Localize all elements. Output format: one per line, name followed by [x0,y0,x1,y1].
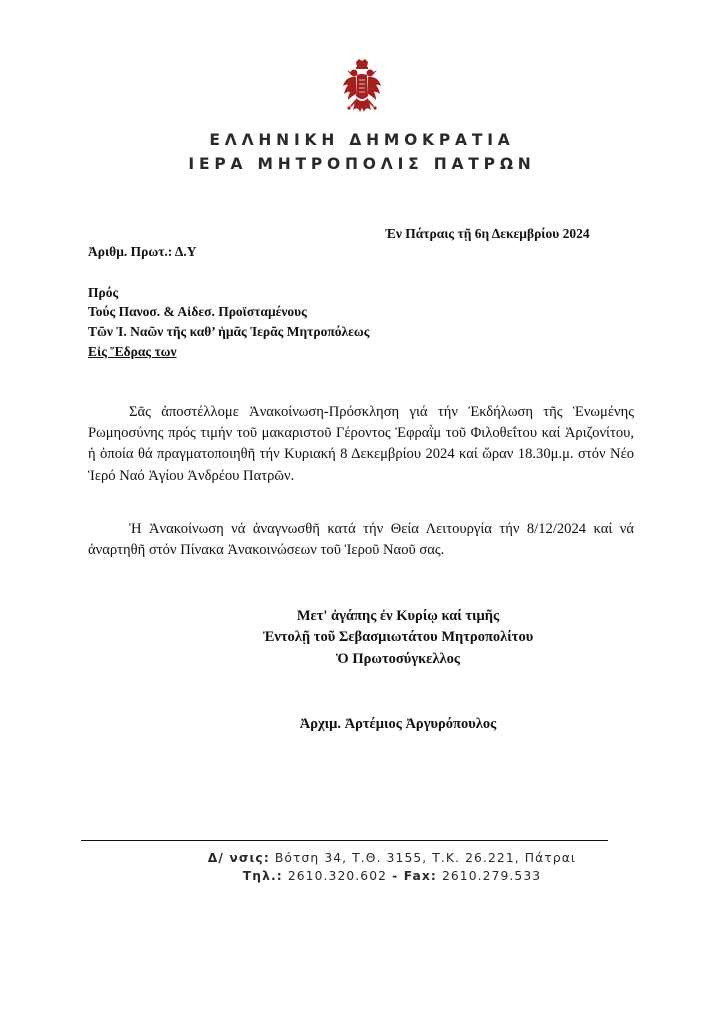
fax-value: 2610.279.533 [441,869,542,883]
body-paragraph: Ἡ Ἀνακοίνωση νά ἀναγνωσθῆ κατά τήν Θεία Λειτουργία τήν 8/12/2024 καί νά ἀναρτηθῆ στόν Πίνακα Ἀνακοινώσεων τοῦ Ἱεροῦ Ναοῦ σας. [88,521,634,559]
protocol-number: Ἀριθμ. Πρωτ.: Δ.Υ [88,244,197,259]
double-headed-eagle-icon [342,58,382,122]
recipient-line: Τῶν Ἱ. Ναῶν τῆς καθ’ ἡμᾶς Ἱερᾶς Μητροπόλεως [88,324,370,339]
fax-label: - Fax: [392,869,437,883]
recipient-line: Τούς Πανοσ. & Αἰδεσ. Προϊσταμένους [88,304,307,319]
footer-contact [30,869,724,883]
closing-line: Μετ' ἀγάπης ἐν Κυρίῳ καί τιμῆς [296,608,500,624]
closing-line: Ἐντολῇ τοῦ Σεβασμιωτάτου Μητροπολίτου [262,629,534,645]
address-label: Δ/ νσις: [207,851,270,865]
signer-name: Ἀρχιμ. Ἀρτέμιος Ἀργυρόπουλος [299,716,497,732]
header-metropolis: ΙΕΡΑ ΜΗΤΡΟΠΟΛΙΣ ΠΑΤΡΩΝ [188,155,536,173]
closing-title: Ὁ Πρωτοσύγκελλος [336,651,460,667]
recipient-line-underlined: Εἰς Ἕδρας των [88,344,177,359]
body-paragraph: Σᾶς ἀποστέλλομε Ἀνακοίνωση-Πρόσκληση γιά τήν Ἐκδήλωση τῆς Ἑνωμένης Ρωμηοσύνης πρός τιμήν τοῦ μακαριστοῦ Γέροντος Ἐφραῒμ τοῦ Φιλοθεΐτου καί Ἀριζονίτου, ἡ ὁποία θά πραγματοποιηθῆ τήν Κυριακή 8 Δεκεμβρίου 2024 καί ὥραν 18.30μ.μ. στόν Νέο Ἱερό Ναό Ἁγίου Ἀνδρέου Πατρῶν. [88,404,634,484]
header-country: ΕΛΛΗΝΙΚΗ ΔΗΜΟΚΡΑΤΙΑ [209,131,515,149]
document-date: Ἐν Πάτραις τῇ 6η Δεκεμβρίου 2024 [385,226,590,241]
phone-label: Τηλ.: [242,869,283,883]
recipient-label: Πρός [88,285,119,300]
footer-address [30,851,724,865]
phone-value: 2610.320.602 [287,869,388,883]
address-value: Βότση 34, Τ.Θ. 3155, Τ.Κ. 26.221, Πάτραι [274,851,577,865]
footer-divider [81,840,608,841]
